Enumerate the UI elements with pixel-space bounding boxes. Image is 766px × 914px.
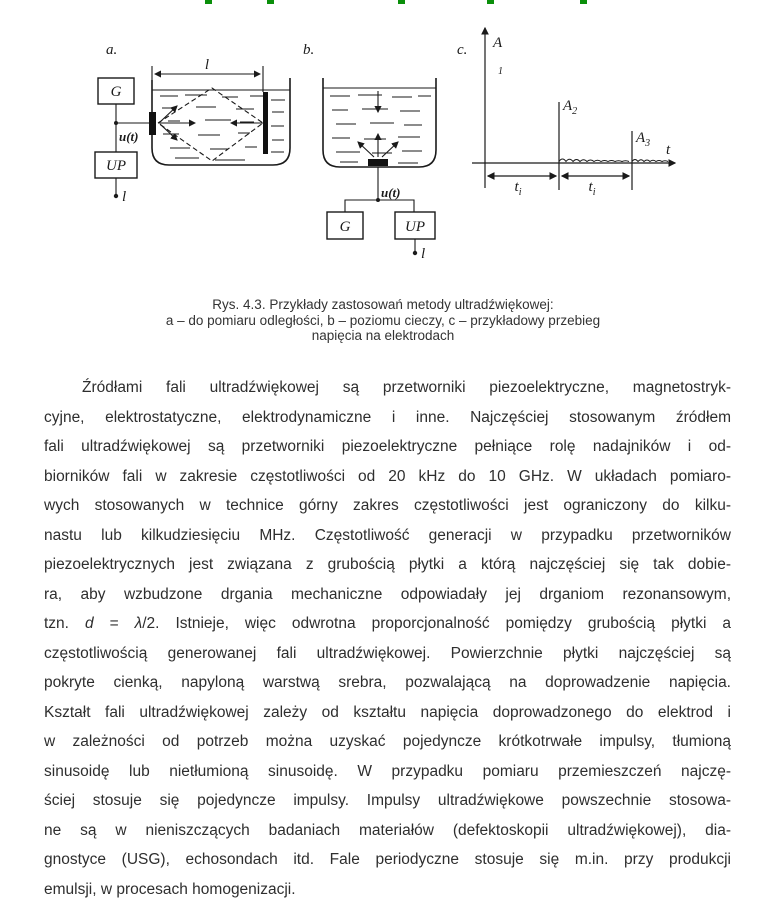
text-segment: ściej stosuje się pojedyncze impulsy. Impulsy ultradźwiękowe powszechnie stosowa- [44,792,731,809]
body-line [44,580,731,610]
text-segment: piezoelektrycznych jest związana z grubością płytki a którą najczęściej się tak dobie- [44,556,731,573]
italic-text-segment: λ [134,615,143,632]
body-line [44,491,731,521]
panel-b-liquid-level [303,42,436,262]
figure-caption [0,297,766,344]
panel-c-label: c. [457,42,468,58]
pulse-a2-label: $A_2$ [563,98,578,117]
figure-rys-4-3 [0,0,766,296]
text-segment: Kształt fali ultradźwiękowej zależy od kształtu napięcia doprowadzonego do elektrod i [44,703,731,721]
interval-1-label: $t_i$ [514,179,522,198]
time-axis-label: t [666,142,671,158]
output-label: l [122,189,127,205]
generator-label: G [110,84,122,100]
body-line [44,550,731,580]
wave-arrow-up-right [382,142,398,157]
tank [323,78,436,167]
text-segment: wych stosowanych w technice górny zakres częstotliwości jest ograniczony do kilku- [44,497,731,514]
body-line [44,609,731,639]
wire [345,200,414,212]
text-segment: ne są w nieniszczących badaniach materiałów (defektoskopii ultradźwiękowej), dia- [44,821,731,839]
panel-a-label: a. [106,42,118,58]
output-terminal [413,251,417,255]
body-line [44,727,731,757]
text-segment: nastu lub kilkudziesięciu MHz. Częstotliwość generacji w przypadku przetworników [44,526,731,544]
reflector [263,92,268,154]
amplitude-axis-label: A [493,35,503,51]
decaying-oscillation [559,159,629,162]
body-line [44,668,731,698]
body-line [44,521,731,551]
caption-line-2: a – do pomiaru odległości, b – poziomu cieczy, c – przykładowy przebieg [165,312,601,328]
transducer [149,112,156,135]
text-segment: ra, aby wzbudzone drgania mechaniczne odpowiadały jej drganiom rezonansowym, [44,585,731,603]
output-terminal [114,194,118,198]
text-segment: emulsji, w procesach homogenizacji. [44,880,296,898]
generator-label: G [339,219,351,235]
text-segment: w zależności od potrzeb można uzyskać pojedyncze krótkotrwałe impulsy, tłumioną [44,733,731,750]
body-line [44,786,731,816]
text-segment: biorników fali w zakresie częstotliwości od 20 kHz do 10 GHz. W układach pomiaro- [44,467,731,485]
body-line [44,403,731,433]
tank [152,78,290,165]
body-line [44,757,731,787]
wave-arrow-up-left [358,142,374,157]
panel-b-label: b. [303,42,315,58]
caption-line-1: Rys. 4.3. Przykłady zastosowań metody ultradźwiękowej: [212,297,554,312]
text-segment: cyjne, elektrostatyczne, elektrodynamiczne i inne. Najczęściej stosowanym źródłem [44,408,731,426]
signal-label: u(t) [381,185,401,200]
caption-line-3: napięcia na elektrodach [311,328,455,343]
processor-label: UP [106,158,126,174]
text-segment: pokryte cienką, napyloną warstwą srebra, pozwalającą na doprowadzenie napięcia. [44,674,731,691]
transducer [368,159,388,166]
text-segment: Źródłami fali ultradźwiękowej są przetworniki piezoelektryczne, magnetostryk- [82,379,731,396]
body-line [44,639,731,669]
panel-a-distance-measurement [95,42,290,205]
italic-text-segment: d [84,615,94,632]
liquid-hatching [330,95,431,163]
signal-label: u(t) [119,129,139,144]
body-line [44,875,731,905]
text-segment: fali ultradźwiękowej są przetworniki piezoelektryczne pełniące rolę nadajników i od- [44,438,731,455]
pulse1-subscript: 1 [498,66,503,77]
text-segment: = [93,615,135,632]
wave-path-dashed [158,88,263,161]
interval-2-label: $t_i$ [588,179,596,198]
body-line [44,698,731,728]
text-segment: częstotliwością generowanej fali ultradźwiękowej. Powierzchnie płytki najczęściej są [44,644,731,662]
text-segment: gnostyce (USG), echosondach itd. Fale periodyczne stosuje się m.in. przy produkcji [44,851,731,868]
wave-arrow-down [160,124,177,140]
output-label: l [421,246,426,262]
decaying-oscillation [632,160,668,162]
body-line [44,432,731,462]
body-line [44,816,731,846]
pulse-a3-label: $A_3$ [636,130,651,149]
body-line [44,845,731,875]
panel-c-voltage-waveform [457,28,675,198]
body-line [44,373,731,403]
processor-label: UP [405,219,425,235]
text-segment: sinusoidę lub nietłumioną sinusoidę. W przypadku pomiaru przemieszczeń najczę- [44,762,731,780]
dimension-label: l [204,57,210,73]
text-segment: tzn. [44,615,85,632]
body-paragraph [44,373,731,904]
text-segment: /2. Istnieje, więc odwrotna proporcjonalność pomiędzy grubością płytki a [142,615,731,632]
wire-node [114,121,118,125]
body-line [44,462,731,492]
